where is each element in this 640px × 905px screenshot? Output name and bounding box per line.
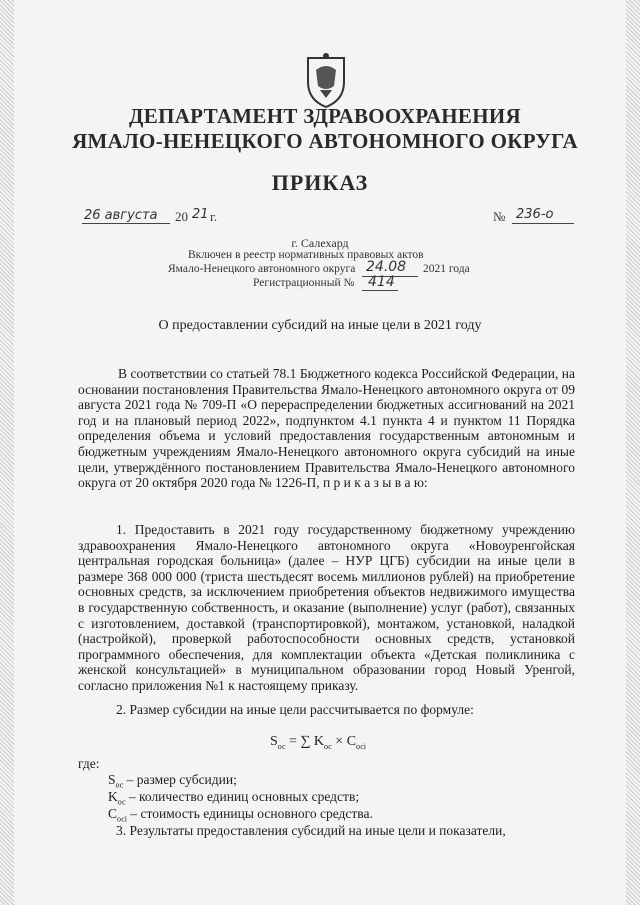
registry-line2-prefix: Ямало-Ненецкого автономного округа: [168, 263, 356, 275]
subsidy-formula: [270, 734, 366, 751]
formula-times: × C: [335, 734, 357, 749]
scan-edge-right: [626, 0, 640, 905]
order-subject: О предоставлении субсидий на иные цели в 2021 году: [158, 318, 482, 333]
registry-number: 414: [368, 274, 395, 290]
formula-sum: = ∑ K: [289, 734, 325, 749]
document-type: ПРИКАЗ: [271, 170, 369, 195]
department-name-line1: ДЕПАРТАМЕНТ ЗДРАВООХРАНЕНИЯ: [129, 104, 521, 128]
year-digits: 21: [192, 207, 209, 222]
formula-sub1: ос: [324, 741, 332, 751]
year-suffix: г.: [210, 209, 218, 224]
city: г. Салехард: [291, 236, 349, 250]
item-3-paragraph: 3. Результаты предоставления субсидий на иные цели и показатели,: [116, 823, 506, 838]
preamble-paragraph: В соответствии со статьей 78.1 Бюджетного кодекса Российской Федерации, на основании постановления Правительства Ямало-Ненецкого автономного округа от 09 августа 2021 года № 709-П «О перераспределении бюджетных ассигнований на 2021 год и на плановый период 2022», подпунктом 4.1 пункта 4 и пунктом 11 Порядка определения объема и условий предоставления государственным автономным и бюджетным учреждениям Ямало-Ненецкого автономного округа субсидий на иные цели, утверждённого постановлением Правительства Ямало-Ненецкого автономного округа от 20 октября 2020 года № 1226-П, п р и к а з ы в а ю:: [78, 366, 575, 491]
def-subscript: ос: [117, 797, 126, 807]
registry-year: 2021 года: [423, 263, 470, 275]
def-subscript: ос: [115, 780, 124, 790]
def-symbol: K: [108, 789, 118, 804]
definition-c: [108, 806, 373, 824]
def-symbol: S: [108, 772, 116, 787]
order-date: 26 августа: [84, 208, 158, 223]
number-underline: [512, 223, 574, 224]
definition-s: [108, 772, 237, 790]
def-text: – количество единиц основных средств;: [125, 789, 360, 804]
registry-line3-prefix: Регистрационный №: [253, 277, 355, 289]
scan-edge-left: [0, 0, 14, 905]
item-1-paragraph: 1. Предоставить в 2021 году государственному бюджетному учреждению здравоохранения Ямало-Ненецкого автономного округа «Новоуренгойская центральная городская больница» (далее – НУР ЦГБ) субсидии на иные цели в размере 368 000 000 (триста шестьдесят восемь миллионов рублей) на приобретение основных средств, за исключением приобретения объектов недвижимого имущества в государственную собственность, и оказание (выполнение) услуг (работ), связанных с изготовлением, доставкой (транспортировкой), монтажом, установкой, наладкой (настройкой), проверкой работоспособности основных средств, установкой программного обеспечения, для комплектации объекта «Детская поликлиника с женской консультацией» в муниципальном образовании город Новый Уренгой, согласно приложения №1 к настоящему приказу.: [78, 522, 575, 693]
where-label: где:: [78, 756, 100, 771]
def-text: – стоимость единицы основного средства.: [127, 806, 373, 821]
number-prefix: №: [493, 209, 506, 224]
definition-k: [108, 789, 359, 807]
def-text: – размер субсидии;: [123, 772, 237, 787]
formula-sub2: осі: [356, 741, 367, 751]
date-underline: [82, 223, 170, 224]
registry-line1: Включен в реестр нормативных правовых актов: [188, 249, 424, 261]
formula-lhs-sub: ос: [277, 741, 286, 751]
def-symbol: C: [108, 806, 118, 821]
year-prefix: 20: [175, 209, 188, 224]
registry-date: 24.08: [366, 259, 407, 275]
order-number: 236-о: [516, 207, 554, 222]
formula-lhs: S: [270, 734, 278, 749]
coat-of-arms-icon: [302, 52, 350, 110]
def-subscript: осі: [117, 814, 127, 824]
item-2-paragraph: 2. Размер субсидии на иные цели рассчитывается по формуле:: [116, 702, 474, 717]
registry-number-underline: [362, 290, 398, 291]
department-name-line2: ЯМАЛО-НЕНЕЦКОГО АВТОНОМНОГО ОКРУГА: [72, 129, 578, 153]
